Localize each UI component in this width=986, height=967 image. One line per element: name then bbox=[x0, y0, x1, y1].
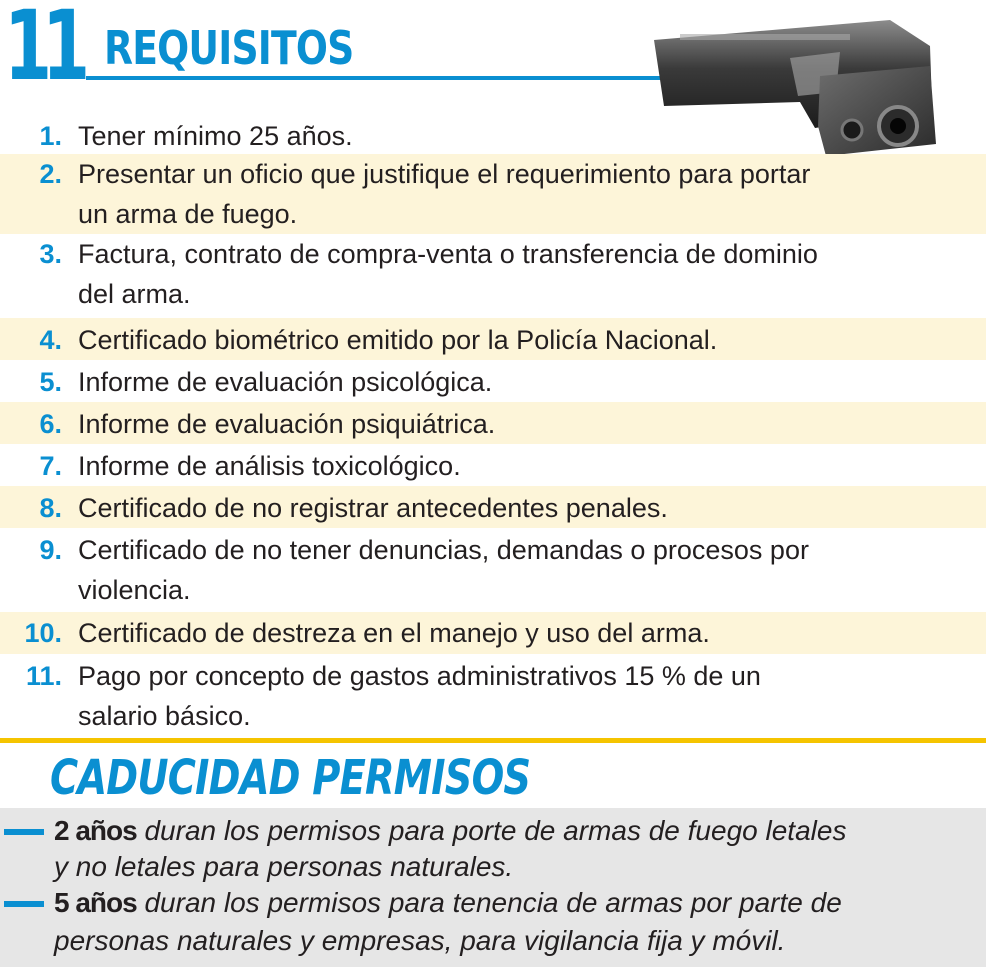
item-text: Informe de análisis toxicológico. bbox=[78, 451, 461, 481]
expiry-item-continued: y no letales para personas naturales. bbox=[54, 851, 514, 882]
item-text-continued: violencia. bbox=[78, 575, 191, 605]
item-number: 4. bbox=[39, 325, 62, 355]
list-item bbox=[0, 318, 986, 360]
expiry-description: duran los permisos para porte de armas de fuego letales bbox=[136, 815, 847, 846]
item-number: 10. bbox=[24, 618, 62, 648]
expiry-item bbox=[54, 812, 982, 850]
expiry-duration: 2 años bbox=[54, 815, 137, 846]
expiry-box bbox=[0, 808, 986, 967]
page-title: REQUISITOS bbox=[104, 21, 354, 75]
header bbox=[0, 0, 986, 100]
item-text: Pago por concepto de gastos administrativos 15 % de un bbox=[78, 661, 761, 691]
expiry-item-continued: personas naturales y empresas, para vigilancia fija y móvil. bbox=[54, 925, 786, 956]
item-text: Informe de evaluación psicológica. bbox=[78, 367, 493, 397]
title-underline bbox=[86, 76, 686, 80]
list-item bbox=[0, 528, 986, 610]
item-text: Certificado de destreza en el manejo y uso del arma. bbox=[78, 618, 710, 648]
list-item bbox=[0, 360, 986, 402]
item-text-continued: del arma. bbox=[78, 279, 191, 309]
expiry-item bbox=[54, 884, 982, 922]
list-item bbox=[0, 486, 986, 528]
section-title: CADUCIDAD PERMISOS bbox=[50, 750, 531, 806]
list-item bbox=[0, 612, 986, 654]
item-number: 2. bbox=[39, 159, 62, 189]
item-text: Certificado de no tener denuncias, demandas o procesos por bbox=[78, 535, 809, 565]
section-divider bbox=[0, 738, 986, 743]
item-number: 7. bbox=[39, 451, 62, 481]
list-item bbox=[0, 402, 986, 444]
item-text: Informe de evaluación psiquiátrica. bbox=[78, 409, 496, 439]
item-number: 11. bbox=[25, 661, 62, 691]
requirements-count: 11 bbox=[4, 0, 81, 102]
item-number: 3. bbox=[39, 239, 62, 269]
item-text: Tener mínimo 25 años. bbox=[78, 121, 353, 151]
list-item bbox=[0, 116, 986, 154]
list-item bbox=[0, 444, 986, 486]
list-item bbox=[0, 154, 986, 234]
list-item bbox=[0, 234, 986, 316]
item-text: Certificado biométrico emitido por la Policía Nacional. bbox=[78, 325, 718, 355]
item-number: 1. bbox=[39, 121, 62, 151]
dash-bullet-icon bbox=[4, 901, 44, 907]
item-text: Factura, contrato de compra-venta o transferencia de dominio bbox=[78, 239, 818, 269]
item-text-continued: salario básico. bbox=[78, 701, 251, 731]
item-number: 5. bbox=[39, 367, 62, 397]
expiry-description: duran los permisos para tenencia de armas por parte de bbox=[136, 887, 842, 918]
item-text: Certificado de no registrar antecedentes penales. bbox=[78, 493, 668, 523]
item-text-continued: un arma de fuego. bbox=[78, 199, 298, 229]
list-item bbox=[0, 654, 986, 736]
dash-bullet-icon bbox=[4, 829, 44, 835]
item-number: 8. bbox=[39, 493, 62, 523]
expiry-duration: 5 años bbox=[54, 887, 137, 918]
item-number: 9. bbox=[39, 535, 62, 565]
item-text: Presentar un oficio que justifique el requerimiento para portar bbox=[78, 159, 811, 189]
item-number: 6. bbox=[39, 409, 62, 439]
